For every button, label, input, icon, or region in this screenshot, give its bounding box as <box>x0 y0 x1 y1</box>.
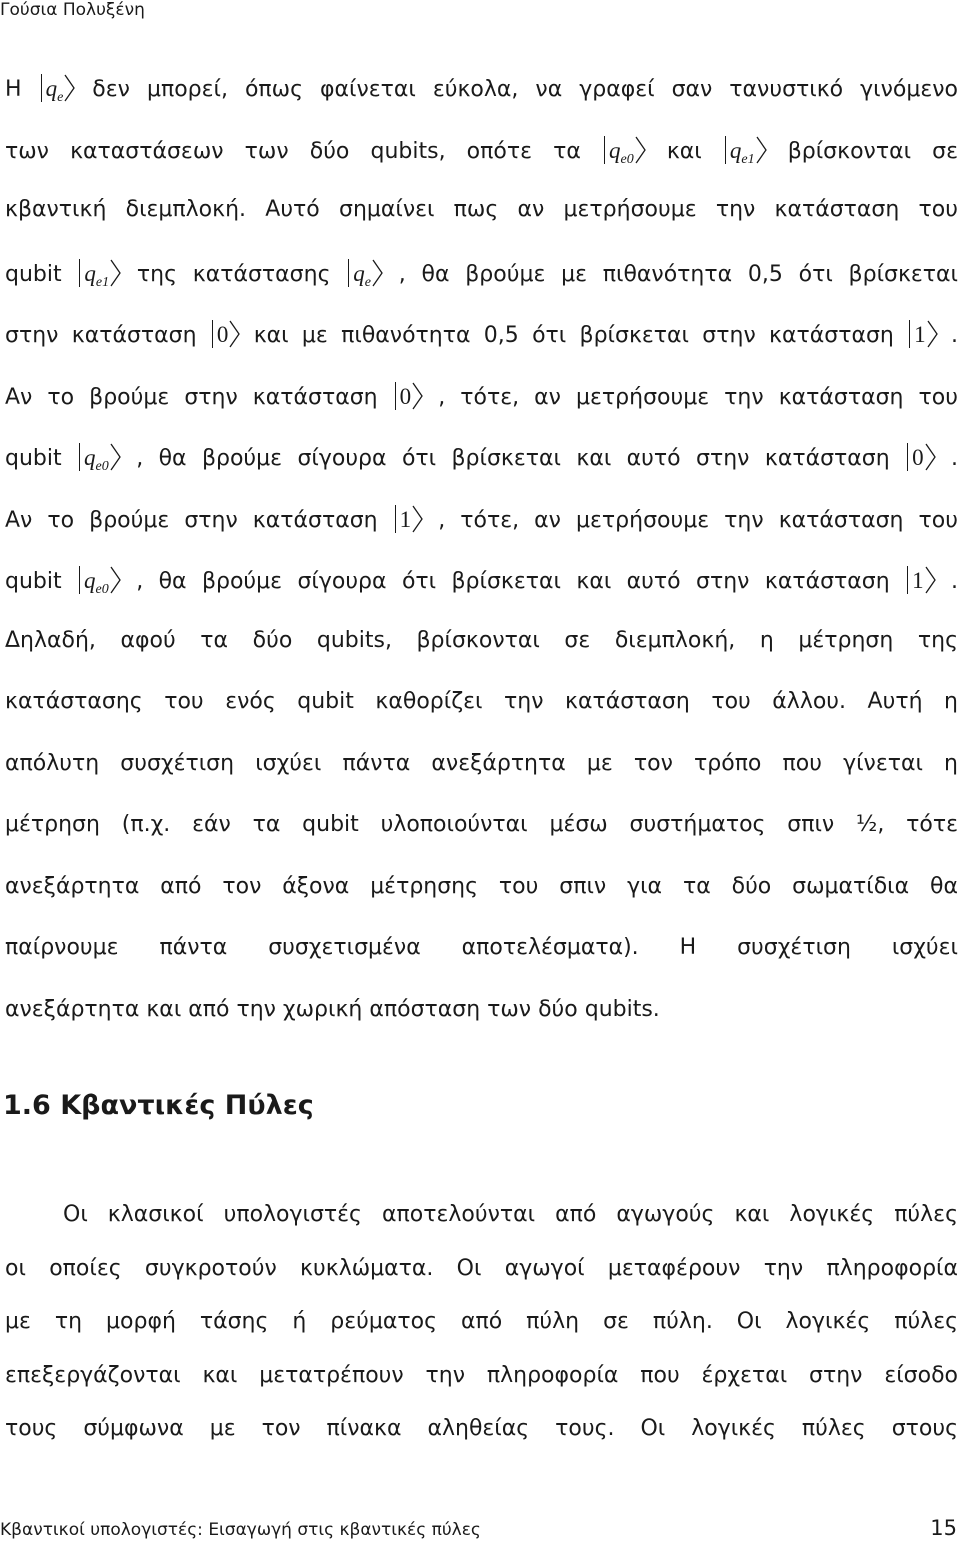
text-segment: και <box>666 138 702 164</box>
ket-notation <box>210 320 241 354</box>
text-line <box>5 874 958 899</box>
ket-subscript: e0 <box>620 151 634 167</box>
text-line <box>5 259 958 293</box>
text-segment: qubit <box>5 569 62 594</box>
text-line <box>5 566 958 600</box>
text-segment: Αν το βρούμε στην κατάσταση <box>5 384 378 410</box>
ket-bar <box>907 566 908 594</box>
ket-angle <box>635 136 646 170</box>
text-line: επεξεργάζονται και μετατρέπουν την πληροφορία που έρχεται στην είσοδο <box>5 1362 958 1388</box>
ket-value: 1 <box>912 568 924 593</box>
ket-subscript: e <box>57 90 64 105</box>
ket-angle <box>412 505 423 539</box>
ket-subscript: e0 <box>95 459 109 474</box>
ket-angle <box>110 259 121 293</box>
ket-bar <box>907 443 908 471</box>
text-line <box>5 197 958 222</box>
ket-q-symbol: q <box>84 445 96 470</box>
ket-notation <box>346 259 383 293</box>
ket-notation <box>723 136 767 170</box>
text-segment: qubit <box>5 446 62 471</box>
text-line <box>5 136 958 170</box>
ket-notation <box>77 259 121 293</box>
text-segment: . <box>951 323 958 348</box>
text-segment: στην κατάσταση <box>5 323 197 348</box>
text-segment: , τότε, αν μετρήσουμε την κατάσταση του <box>438 507 958 533</box>
text-line <box>5 997 958 1022</box>
text-segment: qubit <box>5 261 62 287</box>
text-segment: . <box>951 446 958 471</box>
ket-bar <box>395 505 396 533</box>
text-line <box>5 628 958 653</box>
ket-q-symbol: q <box>45 76 58 101</box>
ket-notation <box>393 505 424 539</box>
text-line <box>5 751 958 776</box>
text-segment: δεν μπορεί, όπως φαίνεται εύκολα, να γραφεί σαν τανυστικό γινόμενο <box>92 77 958 102</box>
ket-angle <box>110 566 121 600</box>
ket-value: 0 <box>216 322 229 347</box>
ket-angle <box>412 382 423 416</box>
text-segment: , τότε, αν μετρήσουμε την κατάσταση του <box>438 384 958 410</box>
ket-notation <box>77 566 121 600</box>
ket-bar <box>348 259 349 287</box>
page-number: 15 <box>930 1516 957 1540</box>
text-line <box>5 382 958 416</box>
text-segment: ανεξάρτητα και από την χωρική απόσταση των δύο qubits. <box>5 996 660 1022</box>
ket-bar <box>395 382 396 410</box>
ket-angle <box>64 74 75 108</box>
text-segment: απόλυτη συσχέτιση ισχύει πάντα ανεξάρτητα με τον τρόπο που γίνεται η <box>5 750 958 776</box>
text-segment: , θα βρούμε με πιθανότητα 0,5 ότι βρίσκεται <box>398 261 958 287</box>
text-segment: κατάστασης του ενός qubit καθορίζει την κατάσταση του άλλου. Αυτή η <box>5 689 958 714</box>
ket-notation <box>602 136 646 170</box>
ket-angle <box>925 443 936 477</box>
text-segment: της κατάστασης <box>136 261 331 287</box>
ket-angle <box>229 320 240 354</box>
ket-value: 0 <box>399 383 412 409</box>
ket-angle <box>925 566 936 600</box>
text-segment: και με πιθανότητα 0,5 ότι βρίσκεται στην κατάσταση <box>253 323 894 348</box>
ket-value: 1 <box>399 506 412 532</box>
ket-notation <box>393 382 424 416</box>
ket-subscript: e <box>364 274 371 290</box>
text-segment: Δηλαδή, αφού τα δύο qubits, βρίσκονται σε διεμπλοκή, η μέτρηση της <box>5 627 958 653</box>
text-segment: Αν το βρούμε στην κατάσταση <box>5 507 378 533</box>
ket-notation <box>905 443 936 477</box>
page-footer <box>0 1516 960 1540</box>
ket-value: 1 <box>914 322 926 347</box>
text-line <box>5 505 958 539</box>
text-segment: ανεξάρτητα από τον άξονα μέτρησης του σπιν για τα δύο σωματίδια θα <box>5 873 958 899</box>
text-segment: μέτρηση (π.χ. εάν τα qubit υλοποιούνται μέσω συστήματος σπιν ½, τότε <box>5 812 958 837</box>
ket-notation <box>39 74 76 108</box>
text-line <box>5 935 958 960</box>
text-line: τους σύμφωνα με τον πίνακα αληθείας τους. Οι λογικές πύλες στους <box>5 1416 958 1441</box>
text-segment: , θα βρούμε σίγουρα ότι βρίσκεται και αυτό στην κατάσταση <box>136 569 890 594</box>
footer-title: Κβαντικοί υπολογιστές: Εισαγωγή στις κβαντικές πύλες <box>0 1520 481 1540</box>
ket-angle <box>927 320 938 354</box>
ket-subscript: e1 <box>741 151 755 167</box>
ket-q-symbol: q <box>608 137 621 163</box>
ket-subscript: e1 <box>95 274 110 290</box>
ket-subscript: e0 <box>95 582 109 597</box>
text-segment: παίρνουμε πάντα συσχετισμένα αποτελέσματα). Η συσχέτιση ισχύει <box>5 935 958 960</box>
text-line: με τη μορφή τάσης ή ρεύματος από πύλη σε πύλη. Οι λογικές πύλες <box>5 1309 958 1334</box>
ket-notation <box>77 443 121 477</box>
text-segment: . <box>951 569 958 594</box>
text-line: οι οποίες συγκροτούν κυκλώματα. Οι αγωγοί μεταφέρουν την πληροφορία <box>5 1255 958 1281</box>
ket-bar <box>41 74 42 102</box>
text-segment: κβαντική διεμπλοκή. Αυτό σημαίνει πως αν μετρήσουμε την κατάσταση του <box>5 197 958 222</box>
ket-notation <box>905 566 936 600</box>
ket-angle <box>110 443 121 477</box>
ket-bar <box>604 136 605 164</box>
ket-bar <box>79 259 80 287</box>
ket-q-symbol: q <box>84 260 96 286</box>
text-line <box>5 74 958 108</box>
text-line <box>5 812 958 837</box>
text-segment: , θα βρούμε σίγουρα ότι βρίσκεται και αυτό στην κατάσταση <box>136 446 890 471</box>
ket-bar <box>909 320 910 348</box>
text-line <box>5 689 958 714</box>
text-segment: Η <box>5 77 22 102</box>
ket-q-symbol: q <box>353 260 365 286</box>
section-heading: 1.6 Κβαντικές Πύλες <box>3 1090 314 1121</box>
ket-bar <box>79 566 80 594</box>
ket-notation <box>907 320 938 354</box>
ket-bar <box>725 136 726 164</box>
text-line: Οι κλασικοί υπολογιστές αποτελούνται από αγωγούς και λογικές πύλες <box>63 1202 958 1227</box>
ket-bar <box>212 320 213 348</box>
ket-bar <box>79 443 80 471</box>
ket-q-symbol: q <box>84 568 96 593</box>
ket-q-symbol: q <box>729 137 742 163</box>
text-line <box>5 320 958 354</box>
ket-angle <box>756 136 767 170</box>
page-header-author: Γούσια Πολυξένη <box>0 0 145 20</box>
text-line <box>5 443 958 477</box>
text-segment: των καταστάσεων των δύο qubits, οπότε τα <box>5 138 581 164</box>
ket-angle <box>372 259 383 293</box>
ket-value: 0 <box>912 445 924 470</box>
text-segment: βρίσκονται σε <box>787 138 958 164</box>
